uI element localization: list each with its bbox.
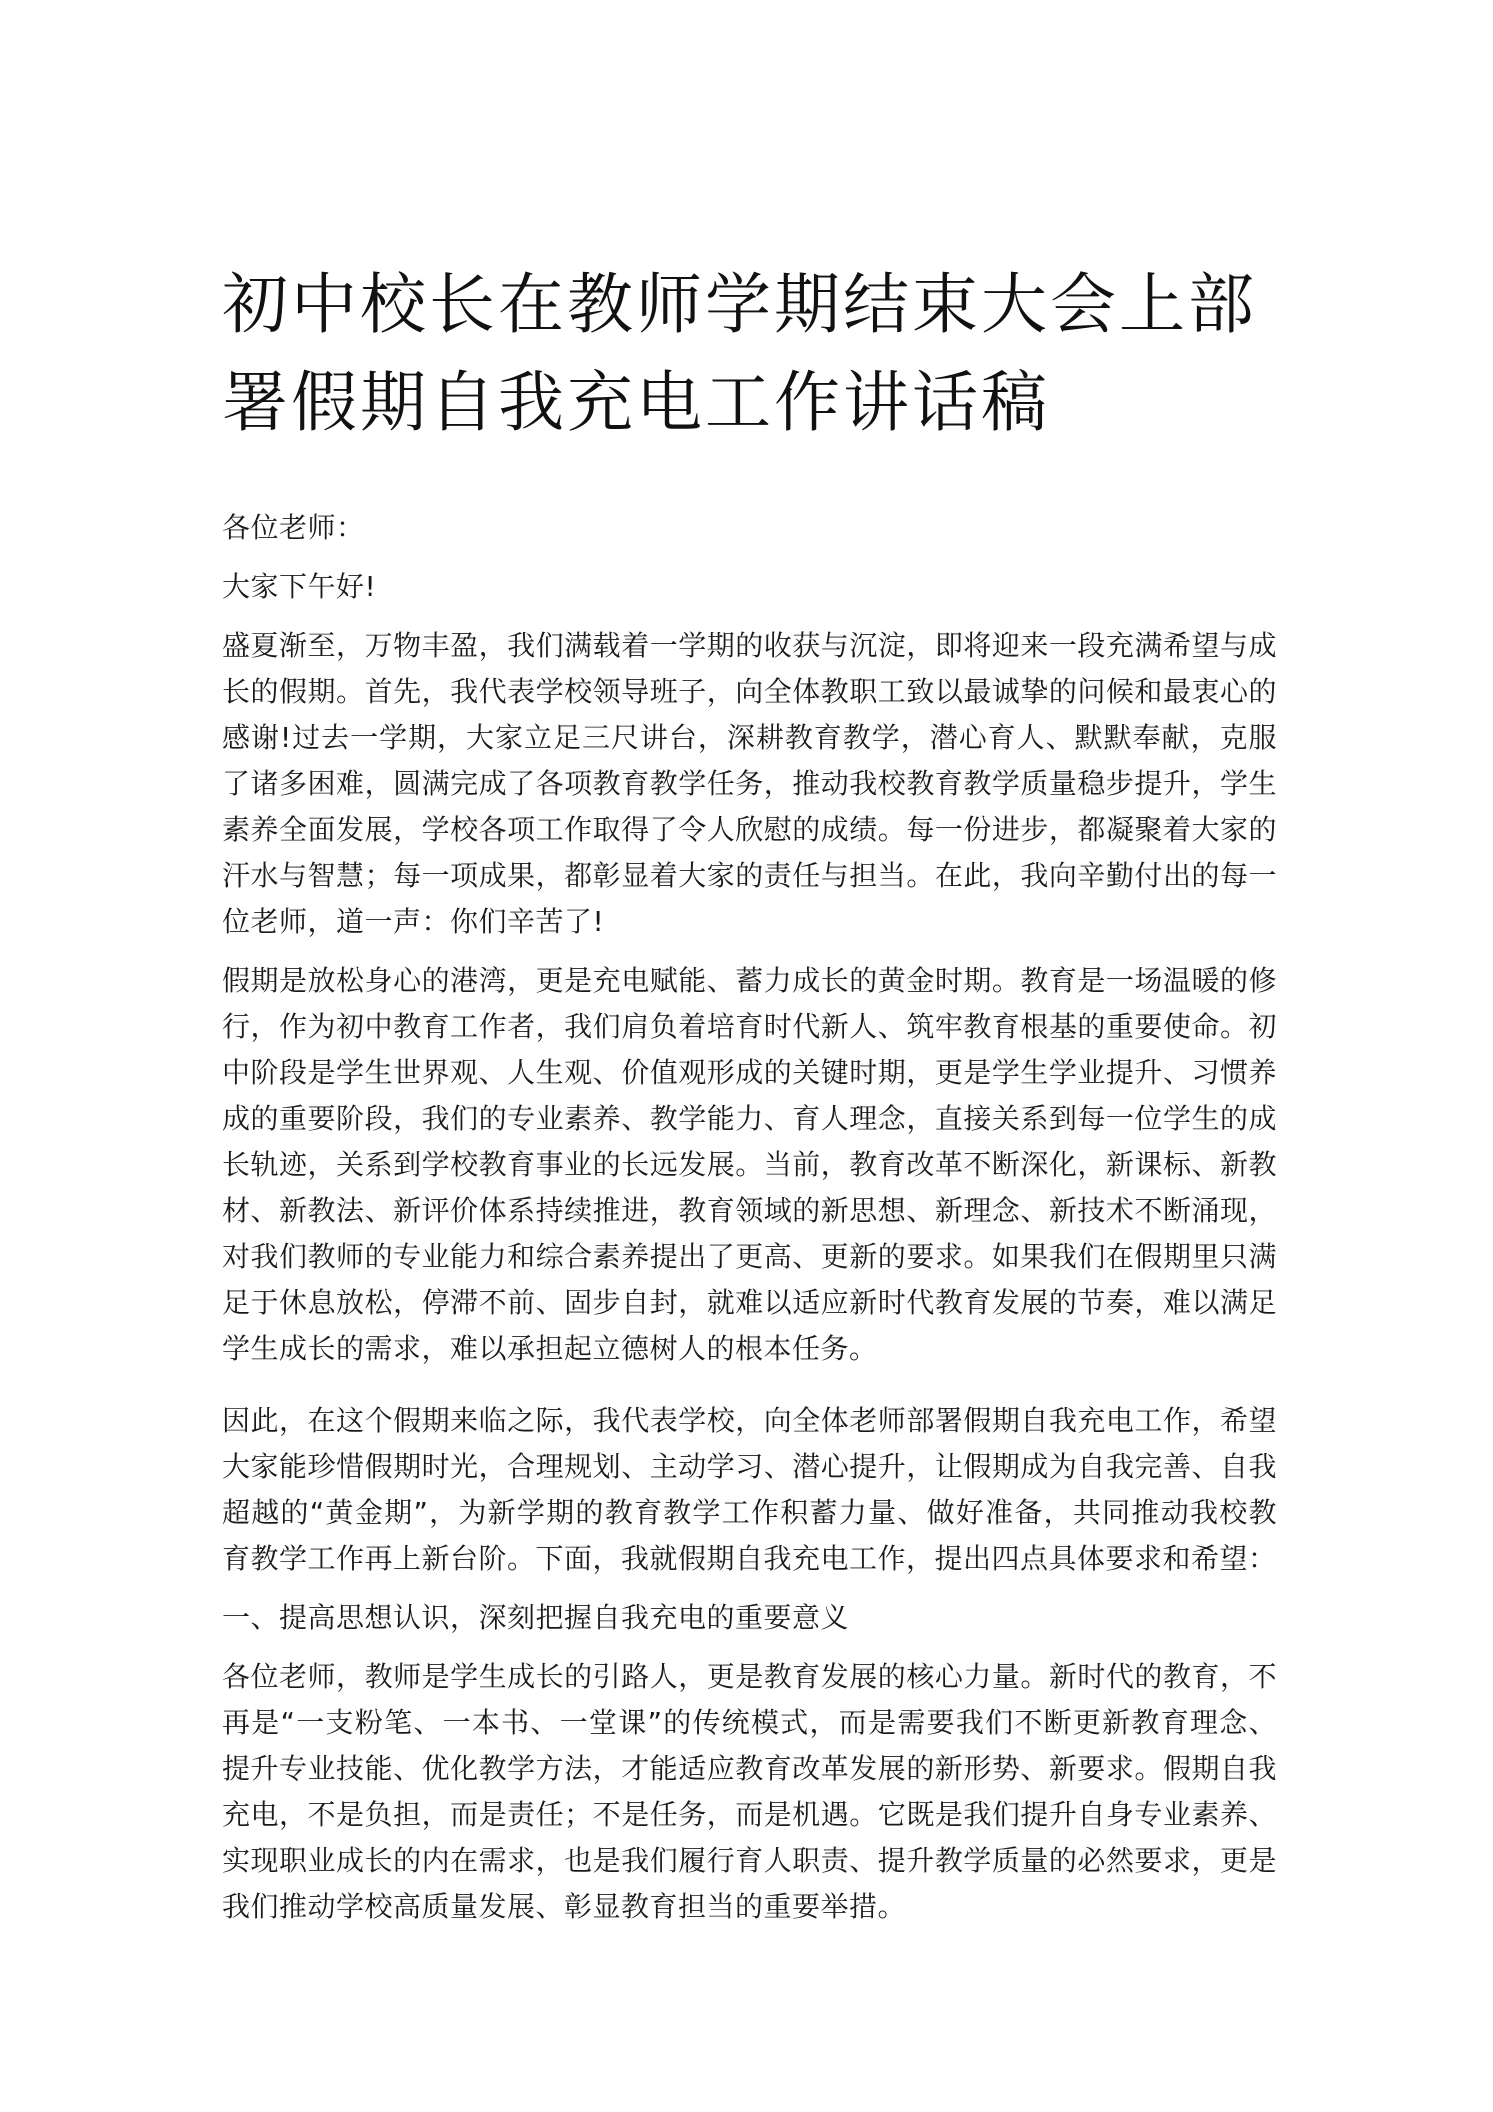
body-paragraph: 盛夏渐至，万物丰盈，我们满载着一学期的收获与沉淀，即将迎来一段充满希望与成长的假期。首先，我代表学校领导班子，向全体教职工致以最诚挚的问候和最衷心的感谢!过去一学期，大家立足三尺讲台，深耕教育教学，潜心育人、默默奉献，克服了诸多困难，圆满完成了各项教育教学任务，推动我校教育教学质量稳步提升，学生素养全面发展，学校各项工作取得了令人欣慰的成绩。每一份进步，都凝聚着大家的汗水与智慧；每一项成果，都彰显着大家的责任与担当。在此，我向辛勤付出的每一位老师，道一声：你们辛苦了! [222,629,1277,938]
body-paragraph: 因此，在这个假期来临之际，我代表学校，向全体老师部署假期自我充电工作，希望大家能珍惜假期时光，合理规划、主动学习、潜心提升，让假期成为自我完善、自我超越的“黄金期”，为新学期的教育教学工作积蓄力量、做好准备，共同推动我校教育教学工作再上新台阶。下面，我就假期自我充电工作，提出四点具体要求和希望： [222,1404,1277,1575]
body-paragraph: 假期是放松身心的港湾，更是充电赋能、蓄力成长的黄金时期。教育是一场温暖的修行，作为初中教育工作者，我们肩负着培育时代新人、筑牢教育根基的重要使命。初中阶段是学生世界观、人生观、价值观形成的关键时期，更是学生学业提升、习惯养成的重要阶段，我们的专业素养、教学能力、育人理念，直接关系到每一位学生的成长轨迹，关系到学校教育事业的长远发展。当前，教育改革不断深化，新课标、新教材、新教法、新评价体系持续推进，教育领域的新思想、新理念、新技术不断涌现，对我们教师的专业能力和综合素养提出了更高、更新的要求。如果我们在假期里只满足于休息放松，停滞不前、固步自封，就难以适应新时代教育发展的节奏，难以满足学生成长的需求，难以承担起立德树人的根本任务。 [222,964,1277,1365]
body-paragraph: 各位老师，教师是学生成长的引路人，更是教育发展的核心力量。新时代的教育，不再是“一支粉笔、一本书、一堂课”的传统模式，而是需要我们不断更新教育理念、提升专业技能、优化教学方法，才能适应教育改革发展的新形势、新要求。假期自我充电，不是负担，而是责任；不是任务，而是机遇。它既是我们提升自身专业素养、实现职业成长的内在需求，也是我们履行育人职责、提升教学质量的必然要求，更是我们推动学校高质量发展、彰显教育担当的重要举措。 [222,1660,1277,1923]
document-body [222,505,1277,1943]
salutation: 各位老师： [222,511,365,544]
section-heading: 一、提高思想认识，深刻把握自我充电的重要意义 [222,1601,850,1634]
greeting: 大家下午好! [222,570,377,603]
document-title: 初中校长在教师学期结束大会上部署假期自我充电工作讲话稿 [222,266,1257,441]
